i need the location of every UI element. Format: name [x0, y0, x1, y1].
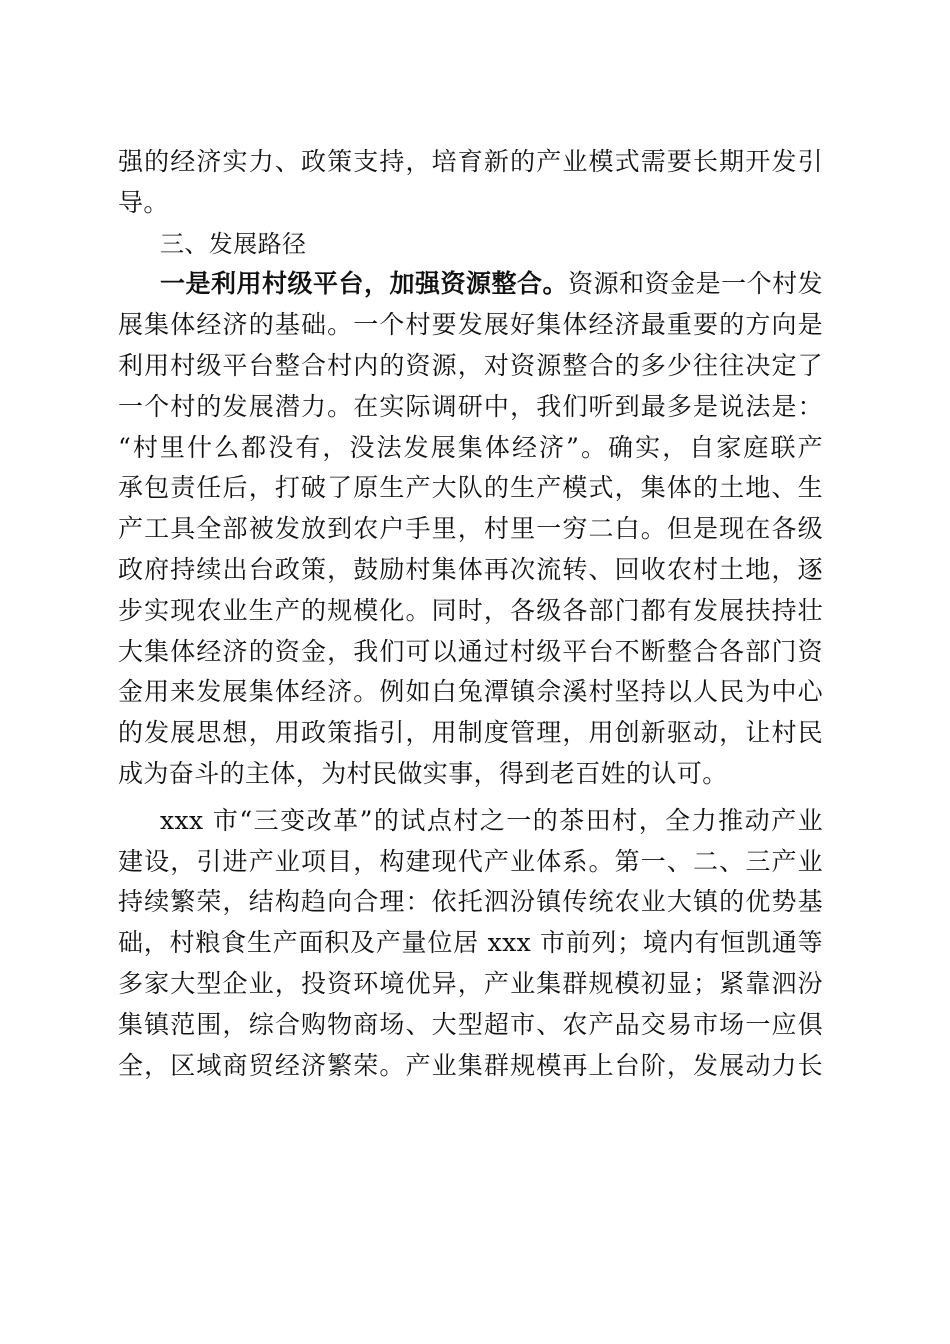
- paragraph-1-line: 一个村的发展潜力。在实际调研中，我们听到最多是说法是：: [118, 391, 823, 421]
- paragraph-1-line: 步实现农业生产的规模化。同时，各级各部门都有发展扶持壮: [118, 595, 823, 625]
- section-heading: 三、发展路径: [160, 229, 307, 258]
- document-page: [118, 142, 823, 1086]
- paragraph-1-line: 的发展思想，用政策指引，用制度管理，用创新驱动，让村民: [118, 718, 823, 748]
- paragraph-1-line: 政府持续出台政策，鼓励村集体再次流转、回收农村土地，逐: [118, 554, 823, 584]
- continuation-line-1: 强的经济实力、政策支持，培育新的产业模式需要长期开发引: [118, 147, 823, 176]
- paragraph-1-line: 利用村级平台整合村内的资源，对资源整合的多少往往决定了: [118, 350, 823, 380]
- paragraph-1-line: 产工具全部被发放到农户手里，村里一穷二白。但是现在各级: [118, 514, 823, 544]
- paragraph-1-line: 展集体经济的基础。一个村要发展好集体经济最重要的方向是: [118, 310, 823, 340]
- paragraph-1-line: “村里什么都没有，没法发展集体经济”。确实，自家庭联产: [118, 432, 823, 462]
- paragraph-2-line: 持续繁荣，结构趋向合理：依托泗汾镇传统农业大镇的优势基: [118, 887, 823, 917]
- paragraph-2-line: 建设，引进产业项目，构建现代产业体系。第一、二、三产业: [118, 846, 823, 876]
- paragraph-2-first-line: xxx 市“三变改革”的试点村之一的茶田村，全力推动产业: [160, 805, 823, 835]
- paragraph-2: [118, 801, 823, 1087]
- paragraph-1-line: 大集体经济的资金，我们可以通过村级平台不断整合各部门资: [118, 636, 823, 666]
- paragraph-2-line: 础，村粮食生产面积及产量位居 xxx 市前列；境内有恒凯通等: [118, 928, 823, 958]
- paragraph-1: [118, 264, 823, 794]
- paragraph-1-lead: 一是利用村级平台，加强资源整合。: [160, 269, 569, 299]
- paragraph-2-line: 集镇范围，综合购物商场、大型超市、农产品交易市场一应俱: [118, 1009, 823, 1039]
- paragraph-1-first-line-rest: 资源和资金是一个村发: [568, 269, 823, 299]
- continuation-line-2: 导。: [118, 187, 169, 217]
- paragraph-2-line: 多家大型企业，投资环境优异，产业集群规模初显；紧靠泗汾: [118, 968, 823, 998]
- paragraph-1-line: 金用来发展集体经济。例如白兔潭镇佘溪村坚持以人民为中心: [118, 677, 823, 707]
- paragraph-1-line: 承包责任后，打破了原生产大队的生产模式，集体的土地、生: [118, 473, 823, 503]
- paragraph-1-first-line: [118, 264, 823, 305]
- paragraph-1-last-line: 成为奋斗的主体，为村民做实事，得到老百姓的认可。: [118, 758, 728, 788]
- paragraph-2-line: 全，区域商贸经济繁荣。产业集群规模再上台阶，发展动力长: [118, 1050, 823, 1080]
